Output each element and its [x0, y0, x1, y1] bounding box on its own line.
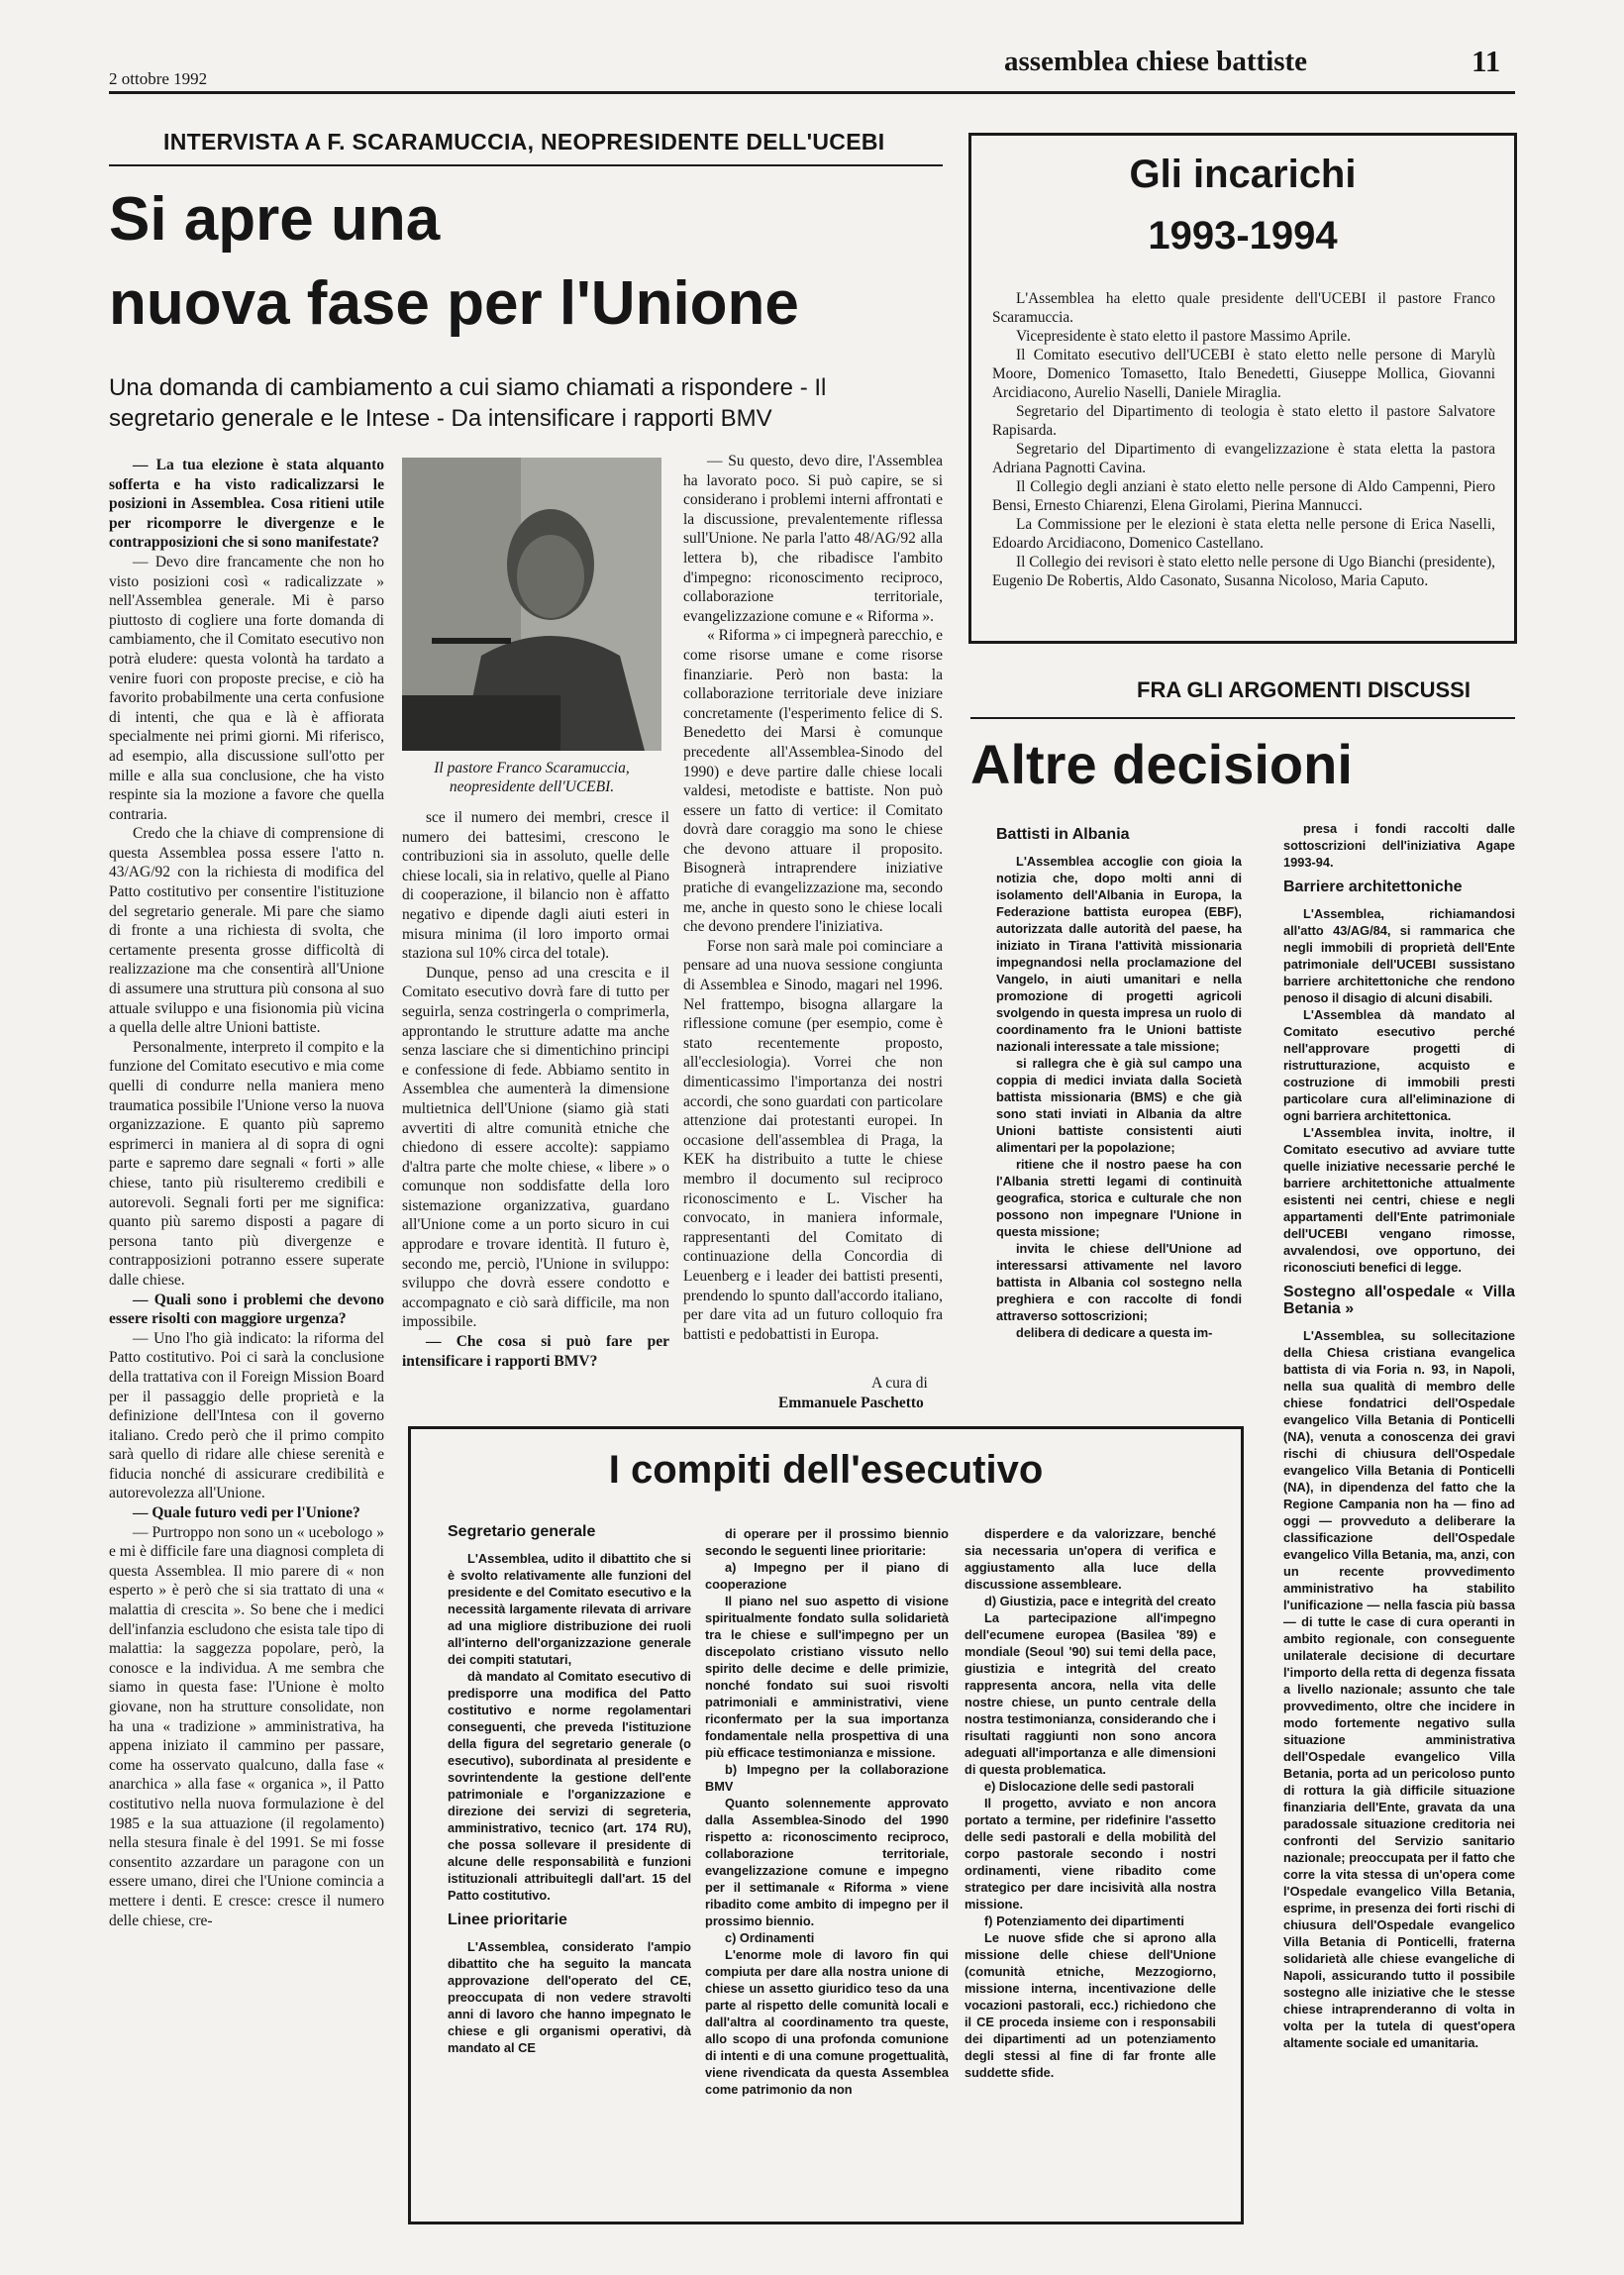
paragraph: ritiene che il nostro paese ha con l'Albania stretti legami di continuità geografica, storica e culturale che non possono non impegnare l'Unione in questa missione;	[996, 1157, 1242, 1239]
paragraph: sce il numero dei membri, cresce il numero dei battesimi, crescono le contribuzioni sia in assoluto, quelle delle chiese locali, sia in relativo, quelle al Piano di cooperazione, il bilancio non è affatto negativo e dipende dagli aiuti esteri in misura minima (il loro importo ormai staziona sul 10% circa del totale).	[402, 809, 669, 963]
paragraph: La Commissione per le elezioni è stata eletta nelle persone di Erica Naselli, Edoardo Arcidiacono, Domenico Castellano.	[992, 516, 1495, 552]
header-rule	[109, 91, 1515, 94]
paragraph: — Purtroppo non sono un « ucebologo » e mi è difficile fare una diagnosi completa di questa Assemblea. Il mio parere di « non esperto » è però che si sia trattato di una « malattia di crescita ». So bene che i medici dell'infanzia escludono che esista tale tipo di malattia: la saggezza popolare, però, la conosce e la individua. A me sembra che siamo in questa fase: l'Unione è molto giovane, non ha strutture consolidate, non ha una « tradizione » amministrativa, ha appena iniziato il cammino per passare, come ha osservato qualcuno, dalla fase « anarchica » alla fase « organica », il Patto costitutivo nella nuova formulazione è del 1985 e la sua attuazione (il regolamento) nella stesura finale è del 1991. Se mi fosse consentito azzardare un paragone con un essere umano, direi che l'Unione comincia a mettere i denti. E cresce: cresce il numero delle chiese, cre-	[109, 1523, 384, 1929]
paragraph: c) Ordinamenti	[725, 1930, 815, 1945]
byline-label: A cura di	[871, 1375, 928, 1392]
paragraph: L'Assemblea, considerato l'ampio dibattito che ha seguito la mancata approvazione dell'operato del CE, preoccupata di non vedere stravolti anni di lavoro che hanno impegnato le chiese e gli organismi operativi, dà mandato al CE	[448, 1939, 691, 2055]
paragraph: L'Assemblea dà mandato al Comitato esecutivo perché nell'approvare progetti di ristrutturazione, acquisto e costruzione di immobili presti particolare cura all'eliminazione di ogni barriera architettonica.	[1283, 1007, 1515, 1123]
paragraph: Segretario del Dipartimento di teologia è stato eletto il pastore Salvatore Rapisarda.	[992, 403, 1495, 439]
incarichi-title-line1: Gli incarichi	[1129, 153, 1357, 196]
section-heading: Linee prioritarie	[448, 1912, 567, 1928]
paragraph: presa i fondi raccolti dalle sottoscrizioni dell'iniziativa Agape 1993-94.	[1283, 821, 1515, 870]
paragraph: — Che cosa si può fare per intensificare i rapporti BMV?	[402, 1333, 669, 1370]
compiti-column-1	[448, 1515, 691, 2209]
paragraph: — Su questo, devo dire, l'Assemblea ha lavorato poco. Si può capire, se si considerano i problemi interni affrontati e la discussione, prevalentemente riflessa sull'Unione. Ne parla l'atto 48/AG/92 alla lettera b), che ribadisce l'ambito d'impegno: riconoscimento reciproco, collaborazione territoriale, evangelizzazione comune e « Riforma ».	[683, 453, 943, 625]
main-headline-line2: nuova fase per l'Unione	[109, 269, 799, 338]
byline-name: Emmanuele Paschetto	[778, 1395, 924, 1411]
section-heading: Barriere architettoniche	[1283, 879, 1463, 895]
paragraph: f) Potenziamento dei dipartimenti	[984, 1913, 1184, 1928]
section-heading: Battisti in Albania	[996, 826, 1130, 843]
paragraph: Dunque, penso ad una crescita e il Comitato esecutivo dovrà fare di tutto per seguirla, senza costringerla o comprimerla, approntando le strutture adatte ma anche senza lasciare che si dimentichino principi e confessione di fede. Abbiamo sentito in Assemblea che aumenterà la dimensione multietnica dell'Unione (siamo già stati avvertiti di altre comunità etniche che chiedono di essere accolte): sappiamo d'altra parte che molte chiese, « libere » o comunque non soddisfatte della loro sistemazione organizzativa, guardano all'Unione come a un porto sicuro in cui approdare e trovare identità. Il futuro è, secondo me, perciò, l'Unione in sviluppo: sviluppo che dovrà essere condotto e accompagnato e ciò sarà difficile, ma non impossibile.	[402, 964, 669, 1331]
incarichi-title-line2: 1993-1994	[1148, 214, 1338, 258]
paragraph: a) Impegno per il piano di cooperazione	[705, 1560, 949, 1592]
paragraph: — Uno l'ho già indicato: la riforma del Patto costitutivo. Poi ci sarà la conclusione della trattativa con il Foreign Mission Board per il passaggio delle proprietà e la definizione dell'Intesa con il governo italiano. Credo però che il primo compito sarà quello di ridare alle chiese serenità e fiducia nonché di assicurare credibilità e autorevolezza all'Unione.	[109, 1329, 384, 1502]
paragraph: si rallegra che è già sul campo una coppia di medici inviata dalla Società battista missionaria (BMS) e che già sono stati inviati in Albania da altre Unioni battiste consistenti aiuti alimentari per la popolazione;	[996, 1056, 1242, 1155]
section-heading: Sostegno all'ospedale « Villa Betania »	[1283, 1284, 1515, 1317]
compiti-column-3	[964, 1525, 1216, 2209]
paragraph: disperdere e da valorizzare, benché sia necessaria un'opera di verifica e aggiustamento alla luce della discussione assembleare.	[964, 1526, 1216, 1592]
paragraph: dà mandato al Comitato esecutivo di predisporre una modifica del Patto costitutivo e norme regolamentari conseguenti, che preveda l'istituzione della figura del segretario generale (o esecutivo), subordinata al presidente e sovrintendente la gestione dell'ente patrimoniale e l'organizzazione e direzione dei servizi di segreteria, amministrativo, tecnico (art. 174 RU), che possa sollevare il presidente di alcune delle responsabilità e funzioni istituzionali attribuitegli dall'art. 15 del Patto costitutivo.	[448, 1669, 691, 1903]
main-column-2	[402, 808, 669, 1402]
paragraph: La partecipazione all'impegno dell'ecumene europea (Basilea '89) e mondiale (Seoul '90) sui temi della pace, giustizia e integrità del creato rappresenta ancora, nella vita delle nostre chiese, un punto centrale della nostra testimonianza, considerando che i risultati raggiunti non sono ancora adeguati all'importanza e alle dimensioni di questa problematica.	[964, 1610, 1216, 1777]
paragraph: di operare per il prossimo biennio secondo le seguenti linee prioritarie:	[705, 1526, 949, 1558]
paragraph: — Quali sono i problemi che devono essere risolti con maggiore urgenza?	[109, 1291, 384, 1328]
paragraph: Personalmente, interpreto il compito e la funzione del Comitato esecutivo e mia come quelli di condurre nella maniera meno traumatica possibile l'Unione verso la nuova organizzazione. E quanto più sapremo esprimerci in maniera al di sopra di ogni parte e sapremo dare segnali « forti » alle chiese, tanto più risulteremo credibili e autorevoli. Segnali forti per me significa: quanto più saremo disposti a pagare di persona tanto più divergenze e contrapposizioni potranno essere superate dalle chiese.	[109, 1038, 384, 1289]
paragraph: Vicepresidente è stato eletto il pastore Massimo Aprile.	[1016, 328, 1352, 345]
paragraph: Il Comitato esecutivo dell'UCEBI è stato eletto nelle persone di Marylù Moore, Domenico Tomasetto, Italo Benedetti, Giuseppe Mollica, Giovanni Arcidiacono, Aurelio Naselli, Daniele Miraglia.	[992, 347, 1495, 401]
header-date: 2 ottobre 1992	[109, 69, 208, 88]
header-page-number: 11	[1472, 44, 1501, 78]
paragraph: L'Assemblea, richiamandosi all'atto 43/AG/84, si rammarica che negli immobili di proprietà dell'Ente patrimoniale dell'UCEBI sussistano barriere architettoniche che rendono penoso il disagio di alcuni disabili.	[1283, 906, 1515, 1005]
paragraph: Il piano nel suo aspetto di visione spiritualmente fondato sulla solidarietà tra le chiese e sull'impegno per un discepolato cristiano vissuto nello spirito delle decime e delle primizie, nonché fondato sui suoi risvolti patrimoniali e amministrativi, viene riconfermato per la sua importanza fondamentale nella prospettiva di una più efficace testimonianza e missione.	[705, 1594, 949, 1760]
paragraph: d) Giustizia, pace e integrità del creato	[984, 1594, 1216, 1608]
kicker-rule	[109, 164, 943, 166]
paragraph: Quanto solennemente approvato dalla Assemblea-Sinodo del 1990 rispetto a: riconoscimento reciproco, collaborazione territoriale, evangelizzazione comune e impegno per il settimanale « Riforma » viene ribadito come ambito di impegno per il prossimo biennio.	[705, 1796, 949, 1928]
paragraph: — Devo dire francamente che non ho visto posizioni così « radicalizzate » nell'Assemblea generale. Mi è parso piuttosto di cogliere una forte domanda di cambiamento, che il Comitato esecutivo non potrà eludere: questa volontà ha tardato a venire fuori con proposte precise, e ciò ha favorito probabilmente una certa confusione di intenti, che qua e là è affiorata specialmente nei primi giorni. Mi riferisco, ad esempio, alla discussione sull'otto per mille e alla sua conclusione, che ha visto respinte sia la mozione a favore che quella contraria.	[109, 553, 384, 823]
paragraph: Forse non sarà male poi cominciare a pensare ad una nuova sessione congiunta di Assemblea e Sinodo, magari nel 1996. Nel frattempo, bisogna allargare la riflessione comune (per esempio, come è stato recentemente proposto, all'ecclesiologia). Vorrei che non dimenticassimo l'importanza dei nostri accordi, che sono guardati con particolare attenzione dai protestanti europei. In occasione dell'assemblea di Praga, la KEK ha distribuito a tutte le chiese membro il documento sul reciproco riconoscimento e L. Vischer ha convocato, in maniera informale, rappresentanti del Comitato di continuazione della Concordia di Leuenberg e i leader dei battisti presenti, prendendo lo spunto dall'accordo italiano, per dare vita ad un futuro colloquio fra battisti e pedobattisti in Europa.	[683, 937, 943, 1343]
paragraph: Segretario del Dipartimento di evangelizzazione è stata eletta la pastora Adriana Pagnotti Cavina.	[992, 441, 1495, 476]
compiti-headline: I compiti dell'esecutivo	[608, 1448, 1044, 1492]
portrait-photo	[402, 458, 661, 751]
paragraph: L'Assemblea accoglie con gioia la notizia che, dopo molti anni di isolamento dell'Albania in Europa, la Federazione battista europea (EBF), autorizzata dalle autorità del paese, ha iniziato in Tirana l'attività missionaria impegnandosi nella proclamazione del Vangelo, in aiuti umanitari e nella promozione di progetti agricoli svolgendo in questa impresa un ruolo di coordinamento fra le Unioni battiste nazionali interessate a tale missione;	[996, 854, 1242, 1054]
decisioni-kicker: FRA GLI ARGOMENTI DISCUSSI	[1137, 677, 1471, 702]
paragraph: Il progetto, avviato e non ancora portato a termine, per ridefinire l'assetto delle sedi pastorali e della mobilità del corpo pastorale secondo i nostri ordinamenti, viene ribadito come strategico per dare incisività alla nostra missione.	[964, 1796, 1216, 1912]
decisioni-column-2	[1283, 820, 1515, 2240]
paragraph: L'Assemblea, udito il dibattito che si è svolto relativamente alle funzioni del presidente e del Comitato esecutivo e la necessità largamente rilevata di arrivare ad una migliore distribuzione dei ruoli all'interno dell'organizzazione generale dei compiti statutari,	[448, 1551, 691, 1667]
section-heading: Segretario generale	[448, 1523, 596, 1540]
decisioni-column-1	[996, 818, 1242, 1402]
paragraph: — Quale futuro vedi per l'Unione?	[133, 1504, 360, 1522]
main-headline-line1: Si apre una	[109, 185, 441, 254]
decisioni-rule	[970, 717, 1515, 719]
incarichi-body	[992, 289, 1495, 630]
paragraph: L'Assemblea ha eletto quale presidente dell'UCEBI il pastore Franco Scaramuccia.	[992, 290, 1495, 326]
main-deck-line1: Una domanda di cambiamento a cui siamo chiamati a rispondere - Il	[109, 374, 827, 401]
header-publication: assemblea chiese battiste	[1004, 46, 1308, 77]
paragraph: L'Assemblea invita, inoltre, il Comitato esecutivo ad avviare tutte quelle iniziative necessarie perché le barriere architettoniche attualmente esistenti nei centri, chiese e negli appartamenti dell'Ente patrimoniale dell'UCEBI vengano rimosse, avvalendosi, ove opportuno, dei riconosciuti benefici di legge.	[1283, 1125, 1515, 1275]
main-column-3	[683, 452, 943, 1363]
paragraph: Il Collegio degli anziani è stato eletto nelle persone di Aldo Campenni, Piero Bensi, Ernesto Chiarenzi, Elena Girolami, Pierina Mannucci.	[992, 478, 1495, 514]
paragraph: Le nuove sfide che si aprono alla missione delle chiese dell'Unione (comunità etniche, Mezzogiorno, missione interna, incentivazione delle vocazioni pastorali, ecc.) richiedono che il CE proceda insieme con i responsabili dei dipartimenti ad un potenziamento degli stessi al fine di far fronte alle suddette sfide.	[964, 1930, 1216, 2080]
main-kicker: INTERVISTA A F. SCARAMUCCIA, NEOPRESIDENTE DELL'UCEBI	[163, 129, 885, 155]
photo-caption: Il pastore Franco Scaramuccia, neopresidente dell'UCEBI.	[434, 760, 630, 795]
paragraph: Il Collegio dei revisori è stato eletto nelle persone di Ugo Bianchi (presidente), Eugenio De Robertis, Aldo Casonato, Susanna Nicoloso, Maria Caputo.	[992, 554, 1495, 589]
paragraph: L'Assemblea, su sollecitazione della Chiesa cristiana evangelica battista di via Foria n. 93, in Napoli, nella sua qualità di membro delle chiese fondatrici dell'Ospedale evangelico Villa Betania di Ponticelli (NA), venuta a conoscenza dei gravi rischi di chiusura dell'Ospedale evangelico Villa Betania di Ponticelli (NA), in dipendenza del fatto che la Regione Campania non ha — fino ad oggi — provveduto a deliberare la classificazione dell'Ospedale evangelico Villa Betania, ma, anzi, con un recente provvedimento amministrativo ha stabilito l'unificazione — nella fascia più bassa — di tutte le case di cura operanti in ambito regionale, con conseguente unilaterale decisione di decurtare l'importo della retta di degenza fissata a livello nazionale; assunto che tale provvedimento, oltre che incidere in modo fortemente negativo sulla situazione amministrativa dell'Ospedale evangelico Villa Betania, porta ad un pericoloso punto di rottura la già difficile situazione finanziaria dell'Ente, gravata da una paradossale situazione creditoria nei confronti del Servizio sanitario nazionale; preoccupata per il fatto che corre la vita stessa di un'opera come l'Ospedale evangelico Villa Betania, esprime, in presenza dei forti rischi di chiusura dell'Ospedale evangelico Villa Betania di Ponticelli, fraterna solidarietà alle chiese evangeliche di Napoli, assicurando tutto il possibile sostegno alle iniziative che le stesse chiese intraprenderanno di volta in volta per la tutela di quest'opera altamente sociale ed umanitaria.	[1283, 1328, 1515, 2050]
decisioni-headline: Altre decisioni	[970, 733, 1353, 795]
paragraph: L'enorme mole di lavoro fin qui compiuta per dare alla nostra unione di chiese un assetto giuridico teso da una parte al rispetto delle comunità locali e dall'altra al coordinamento tra queste, allo scopo di una profonda comunione di intenti e di una comune progettualità, viene rivendicata da questa Assemblea come patrimonio da non	[705, 1947, 949, 2097]
portrait-photo-graphic	[402, 458, 661, 751]
paragraph: delibera di dedicare a questa im-	[1016, 1325, 1213, 1340]
main-column-1	[109, 456, 384, 2179]
paragraph: — La tua elezione è stata alquanto sofferta e ha visto radicalizzarsi le posizioni in Assemblea. Cosa ritieni utile per ricomporre le divergenze e le contrapposizioni che si sono manifestate?	[109, 457, 384, 552]
paragraph: b) Impegno per la collaborazione BMV	[705, 1762, 949, 1794]
main-deck-line2: segretario generale e le Intese - Da intensificare i rapporti BMV	[109, 405, 772, 432]
paragraph: « Riforma » ci impegnerà parecchio, e come risorse umane e come risorse finanziarie. Però non basta: la collaborazione territoriale deve iniziare concretamente (l'esperimento felice di S. Benedetto dei Marsi è comunque precedente all'Assemblea-Sinodo del 1990) e deve partire dalle chiese locali valdesi, metodiste e battiste. Non può essere un fatto di vertice: il Comitato dovrà dare coraggio ma sono le chiese che devono attuare il proposito. Bisognerà intraprendere iniziative pratiche di evangelizzazione ma, secondo me, anche in questo sono le chiese locali che devono prendere l'iniziativa.	[683, 627, 943, 936]
compiti-column-2	[705, 1525, 949, 2209]
paragraph: Credo che la chiave di comprensione di questa Assemblea possa essere l'atto n. 43/AG/92 con la richiesta di modifica del Patto costitutivo per consentire l'istituzione del segretario generale. Mi pare che siamo di fronte a una richiesta di svolta, che certamente presenta grosse difficoltà di realizzazione ma che consentirà all'Unione di assumere una struttura più consona al suo attuale sviluppo e una fisionomia più vicina a quella delle altre Unioni battiste.	[109, 825, 384, 1037]
paragraph: e) Dislocazione delle sedi pastorali	[984, 1779, 1194, 1794]
paragraph: invita le chiese dell'Unione ad interessarsi attivamente nel lavoro battista in Albania col sostegno nella preghiera e con raccolte di fondi attraverso sottoscrizioni;	[996, 1241, 1242, 1323]
